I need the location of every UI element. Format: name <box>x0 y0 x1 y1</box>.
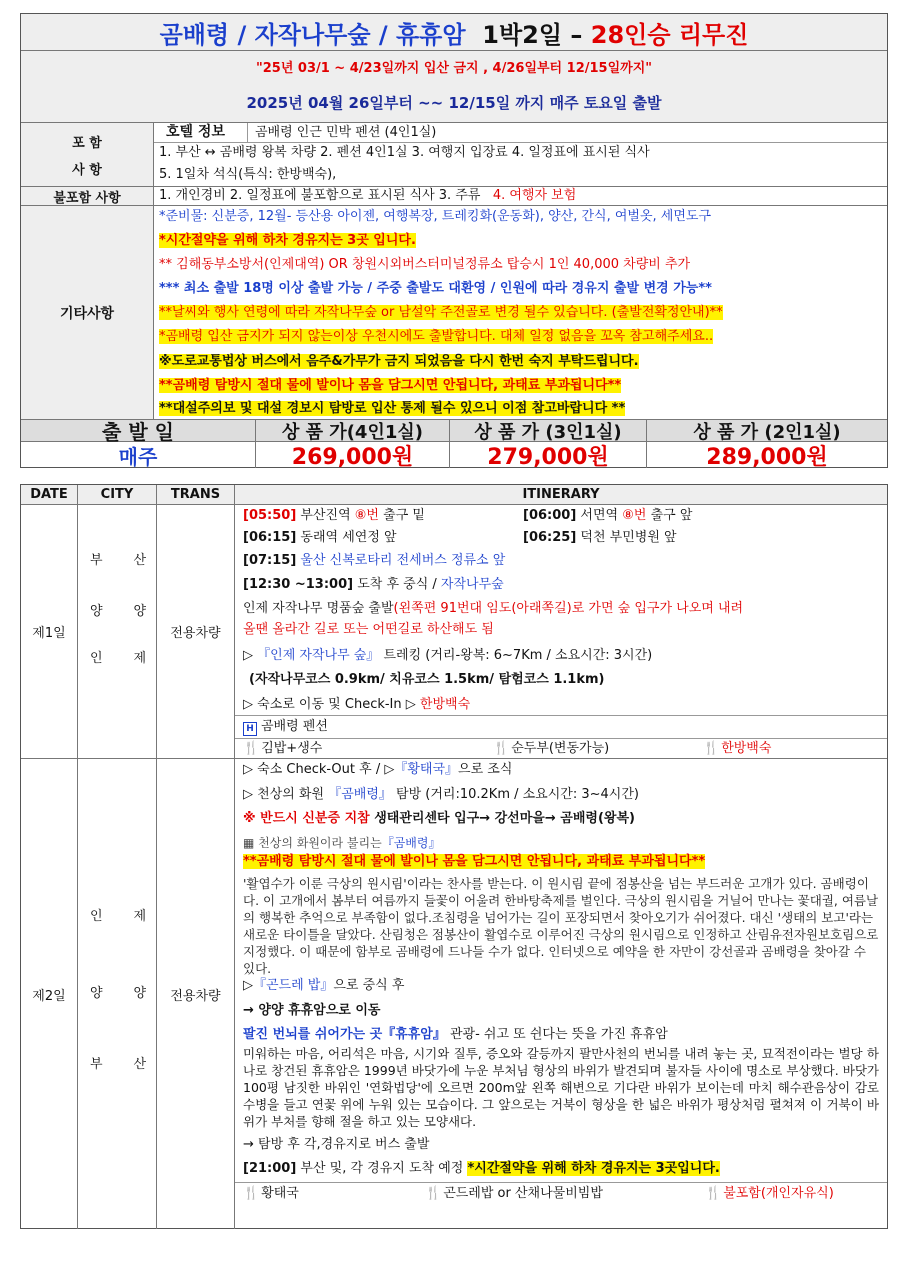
day1-trans: 전용차량 <box>157 505 235 758</box>
day2-meal-breakfast <box>243 1186 299 1202</box>
hotel-info-value: 곰배령 인근 민박 펜션 (4인1실) <box>255 125 437 140</box>
day1-pickup-5 <box>243 553 505 569</box>
page-title <box>160 15 749 50</box>
include-line-2: 5. 1일차 석식(특식: 한방백숙), <box>159 167 337 182</box>
misc-line-2 <box>159 233 416 249</box>
place-detail: 출구 밑 <box>383 508 425 523</box>
activity: 도착 후 중식 / <box>357 577 437 592</box>
hyu-description: 미워하는 마음, 어리석은 마음, 시기와 질투, 증오와 갈등까지 팔만사천의 번뇌를 내려 놓는 곳, 묘적전이라는 벌당 하나로 창건된 휴휴암은 1999년 바닷가에 누운 부처님 형상의 바위가 발견되며 불자들 사이에 명소로 부상했다. 바닷가 100평 남짓한 바위인 '연화법당'에 오르면 200m앞 왼쪽 해변으로 기다란 바위가 보이는데 마치 해수관음상이 감로수병을 들고 연꽃 위에 누워 있는 모습이다. 그 앞으로는 거북이 형상을 한 넓은 바위가 평상처럼 펼쳐져 이 거북이 바위가 부처를 향해 절을 하고 있는 모양새다. <box>243 1046 879 1129</box>
misc-line-3: ** 김해동부소방서(인제대역) OR 창원시외버스터미널정류소 탑승시 1인 40,000 차량비 추가 <box>159 257 691 272</box>
exit-number: ⑧번 <box>354 508 379 523</box>
day2-row <box>21 759 887 1229</box>
day1-desc-1 <box>243 601 743 617</box>
notice-row <box>21 51 887 123</box>
day1-meal-dinner <box>703 741 771 757</box>
misc-line-6 <box>159 329 713 345</box>
day1-pickup-1 <box>243 508 425 524</box>
city-char: 제 <box>133 651 146 666</box>
hotel-name: 곰배령 펜션 <box>261 719 328 734</box>
lunch-text: 으로 중식 후 <box>333 978 405 993</box>
header-itinerary: ITINERARY <box>522 487 600 502</box>
meal-icon: 🍴 <box>243 1186 260 1201</box>
day1-row <box>21 505 887 759</box>
day1-desc-2: 올땐 올라간 길로 또는 어떤길로 하산해도 됨 <box>243 622 494 637</box>
day1-pickup-2 <box>523 508 692 524</box>
time: [21:00] <box>243 1161 297 1176</box>
day2-gombae-title <box>243 835 440 851</box>
hike-text: ▷ 천상의 화원 <box>243 787 325 802</box>
city-char: 인 <box>90 909 103 924</box>
city-char: 양 <box>90 986 103 1001</box>
meal-icon: 🍴 <box>425 1186 442 1201</box>
city-char: 부 <box>90 553 103 568</box>
day2-trans: 전용차량 <box>157 759 235 1229</box>
title-route: 곰배령 / 자작나무숲 / 휴휴암 <box>159 20 466 49</box>
hotel-line <box>243 719 328 736</box>
header-date: DATE <box>21 485 78 504</box>
city-char: 산 <box>133 553 146 568</box>
misc-line-5-text: **날씨와 행사 연령에 따라 자작나무숲 or 남설악 주전골로 변경 될수 있습니다. (출발전확정안내)** <box>159 305 723 320</box>
day2-date: 제2일 <box>21 759 78 1229</box>
include-row <box>21 123 887 187</box>
day2-cities <box>78 759 157 1229</box>
price-header-3: 상 품 가 (3인1실) <box>450 420 647 441</box>
place: 울산 신복로타리 전세버스 정류소 앞 <box>300 553 506 568</box>
departure-schedule: 2025년 04월 26일부터 ~~ 12/15일 까지 매주 토요일 출발 <box>246 94 662 112</box>
hike-info: 탐방 (거리:10.2Km / 소요시간: 3~4시간) <box>396 787 639 802</box>
city-char: 부 <box>90 1057 103 1072</box>
id-required: ※ 반드시 신분증 지참 <box>243 811 370 826</box>
desc: 인제 자작나무 명품숲 출발 <box>243 601 394 616</box>
city-char: 제 <box>133 909 146 924</box>
meal-icon: 🍴 <box>705 1186 722 1201</box>
day1-trek-2: (자작나무코스 0.9km/ 치유코스 1.5km/ 탐험코스 1.1km) <box>249 672 605 687</box>
meal-divider <box>235 1182 887 1183</box>
day1-trek-1 <box>243 648 652 664</box>
day1-city-3 <box>90 651 146 667</box>
departure-day-header: 출 발 일 <box>21 420 256 441</box>
misc-line-7 <box>159 354 639 370</box>
day1-cities <box>78 505 157 758</box>
day2-lunch <box>243 978 404 994</box>
gombae-title-text: ▦ 천상의 화원이라 불리는 <box>243 836 382 850</box>
meal-icon: 🍴 <box>243 741 260 756</box>
header-trans: TRANS <box>157 485 235 504</box>
place: 서면역 <box>580 508 619 523</box>
misc-line-8-text: **곰배령 탐방시 절대 물에 발이나 몸을 담그시면 안됩니다, 과태료 부과됩니다** <box>159 378 622 393</box>
destination: 팔진 번뇌를 쉬어가는 곳『휴휴암』 <box>243 1027 446 1042</box>
place-detail: 출구 앞 <box>650 508 693 523</box>
misc-line-6-text: *곰배령 입산 금지가 되지 않는이상 우천시에도 출발합니다. 대체 일정 없음을 꼬옥 참고해주세요.. <box>159 329 714 344</box>
exclude-text <box>159 188 576 204</box>
breakfast: 황태국 <box>261 1186 299 1201</box>
itinerary-table <box>20 484 888 1229</box>
misc-line-5 <box>159 305 723 321</box>
destination: 『인제 자작나무 숲』 <box>257 648 380 663</box>
meal-icon: 🍴 <box>703 741 720 756</box>
day1-lunch <box>243 577 504 593</box>
checkout-text: ▷ 숙소 Check-Out 후 / ▷ <box>243 762 395 777</box>
day2-city-2 <box>90 986 146 1002</box>
misc-line-8 <box>159 378 621 394</box>
misc-line-2-text: *시간절약을 위해 하차 경유지는 3곳 입니다. <box>159 233 416 248</box>
breakfast: 김밥+생수 <box>261 741 323 756</box>
day2-arrival <box>243 1161 720 1177</box>
place: 덕천 부민병원 앞 <box>580 530 677 545</box>
time: [12:30 ~13:00] <box>243 577 354 592</box>
hyu-subtitle: 관광- 쉬고 또 쉰다는 뜻을 가진 휴휴암 <box>449 1027 668 1042</box>
city-char: 양 <box>133 604 146 619</box>
checkin-text: ▷ 숙소로 이동 및 Check-In ▷ <box>243 697 416 712</box>
include-line-1: 1. 부산 ↔ 곰배령 왕복 차량 2. 펜션 4인1실 3. 여행지 입장료 4. 일정표에 표시된 식사 <box>159 145 650 160</box>
dinner: 한방백숙 <box>419 697 471 712</box>
day2-hyu-title <box>243 1027 668 1043</box>
price-value-3: 279,000원 <box>450 442 647 468</box>
day2-move: → 양양 휴휴암으로 이동 <box>243 1003 381 1018</box>
summary-table <box>20 13 888 468</box>
misc-label: 기타사항 <box>21 206 154 419</box>
exclude-items: 1. 개인경비 2. 일정표에 불포함으로 표시된 식사 3. 주류 <box>159 188 481 203</box>
exclude-row <box>21 187 887 206</box>
arrow-icon: ▷ <box>243 978 253 993</box>
misc-line-1: *준비물: 신분증, 12월- 등산용 아이젠, 여행복장, 트레킹화(운동화), 양산, 간식, 여벌옷, 세면도구 <box>159 209 712 224</box>
dinner: 불포함(개인자유식) <box>723 1186 834 1201</box>
misc-row <box>21 206 887 420</box>
include-content <box>154 123 887 186</box>
day2-city-1 <box>90 909 146 925</box>
time: [06:15] <box>243 530 297 545</box>
day1-meal-lunch <box>493 741 609 757</box>
breakfast-text: 으로 조식 <box>458 762 513 777</box>
destination: 자작나무숲 <box>440 577 504 592</box>
include-label <box>21 123 154 186</box>
misc-line-7-text: ※도로교통법상 버스에서 음주&가무가 금지 되었음을 다시 한번 숙지 부탁드립니다. <box>159 354 639 369</box>
hotel-info-label: 호텔 정보 <box>166 124 225 140</box>
city-char: 산 <box>133 1057 146 1072</box>
day1-city-2 <box>90 604 146 620</box>
misc-line-4: *** 최소 출발 18명 이상 출발 가능 / 주중 출발도 대환영 / 인원에 따라 경유지 출발 변경 가능** <box>159 281 712 296</box>
hotel-info-row <box>154 123 887 143</box>
place: 부산진역 <box>300 508 351 523</box>
gombae-description: '활엽수가 이룬 극상의 원시림'이라는 찬사를 받는다. 이 원시림 끝에 점봉산을 넘는 부드러운 고개가 있다. 곰배령이다. 이 고개에서 봄부터 여름까지 들꽃이 어울려 한바탕축제를 벌인다. 극상의 원시림을 거닐어 만나는 꽃대궐, 여름날의 행복한 추억으로 부족함이 없다.조침령을 넘어가는 길이 포장되면서 찾아오기가 쉬어졌다. 대신 '생태의 보고'라는 새로운 타이틀을 달았다. 산림청은 점봉산이 활엽수로 이루어진 극상의 원시림으로 인정하고 산림유전자원보호림으로 지정했다. 이 때문에 함부로 곰배령에 드나들 수가 없다. 인터넷으로 예약을 한 자만이 강선골과 곰배령을 찾아갈 수 있다. <box>243 876 879 976</box>
price-header-2: 상 품 가 (2인1실) <box>693 421 841 443</box>
include-label-2: 사 항 <box>72 162 102 178</box>
time: [05:50] <box>243 508 297 523</box>
day2-meal-dinner <box>705 1186 834 1202</box>
title-row <box>21 14 887 51</box>
day2-return: → 탐방 후 각,경유지로 버스 출발 <box>243 1137 430 1152</box>
closure-notice: "25년 03/1 ~ 4/23일까지 입산 금지 , 4/26일부터 12/15일까지" <box>255 61 653 76</box>
day1-pickup-3 <box>243 530 397 546</box>
lunch: 순두부(변동가능) <box>511 741 610 756</box>
desc-red: (왼쪽편 91번대 임도(아래쪽길)로 가면 숲 입구가 나오며 내려 <box>393 601 744 616</box>
dinner: 한방백숙 <box>721 741 772 756</box>
meal-icon: 🍴 <box>493 741 510 756</box>
itinerary-header-row <box>21 485 887 505</box>
arrow-icon: ▷ <box>243 648 253 663</box>
departure-day-value: 매주 <box>21 442 256 468</box>
exclude-insurance: 4. 여행자 보험 <box>492 188 577 203</box>
day2-hike <box>243 787 639 803</box>
day1-itinerary <box>235 505 887 758</box>
price-value-row <box>21 442 887 468</box>
time: [06:00] <box>523 508 577 523</box>
day2-id-notice <box>243 811 635 827</box>
exclude-label: 불포함 사항 <box>21 187 154 205</box>
day2-meal-lunch <box>425 1186 603 1202</box>
price-value-4: 269,000원 <box>256 442 450 468</box>
day1-pickup-4 <box>523 530 677 546</box>
trek-info: 트레킹 (거리-왕복: 6~7Km / 소요시간: 3시간) <box>383 648 653 663</box>
day1-hotel-row <box>235 715 887 739</box>
destination: 『곰배령』 <box>328 787 392 802</box>
price-value-2: 289,000원 <box>706 444 828 470</box>
misc-line-9-text: **대설주의보 및 대설 경보시 탐방로 입산 통제 될수 있으니 이점 참고바랍니다 ** <box>159 401 626 416</box>
day2-water-warning <box>243 854 705 870</box>
destination: 『황태국』 <box>394 762 459 777</box>
city-char: 양 <box>90 604 103 619</box>
title-vehicle: 28인승 리무진 <box>590 20 749 49</box>
day2-city-3 <box>90 1057 146 1073</box>
time: [06:25] <box>523 530 577 545</box>
title-duration: 1박2일 – <box>482 20 583 49</box>
destination: 『곰배령』 <box>381 836 441 850</box>
include-label-1: 포 함 <box>72 135 102 151</box>
route: 생태관리센타 입구→ 강선마을→ 곰배령(왕복) <box>374 811 635 826</box>
water-warning-text: **곰배령 탐방시 절대 물에 발이나 몸을 담그시면 안됩니다, 과태료 부과됩니다** <box>243 854 706 869</box>
day1-date: 제1일 <box>21 505 78 758</box>
city-char: 양 <box>133 986 146 1001</box>
exit-number: ⑧번 <box>622 508 647 523</box>
day1-checkin <box>243 697 470 713</box>
day2-checkout <box>243 762 512 778</box>
price-header-4: 상 품 가(4인1실) <box>256 420 450 441</box>
place: 동래역 세연정 앞 <box>300 530 397 545</box>
header-city: CITY <box>78 485 157 504</box>
time: [07:15] <box>243 553 297 568</box>
misc-content <box>154 206 887 419</box>
stops-notice: *시간절약을 위해 하차 경유지는 3곳입니다. <box>467 1161 720 1176</box>
day2-itinerary <box>235 759 887 1229</box>
arrival-text: 부산 및, 각 경유지 도착 예정 <box>300 1161 464 1176</box>
lunch: 곤드레밥 or 산채나물비빔밥 <box>443 1186 603 1201</box>
exclude-content <box>154 187 887 205</box>
day1-city-1 <box>90 553 146 569</box>
misc-line-9 <box>159 401 625 417</box>
city-char: 인 <box>90 651 103 666</box>
destination: 『곤드레 밥』 <box>253 978 334 993</box>
hotel-icon: H <box>243 722 257 736</box>
